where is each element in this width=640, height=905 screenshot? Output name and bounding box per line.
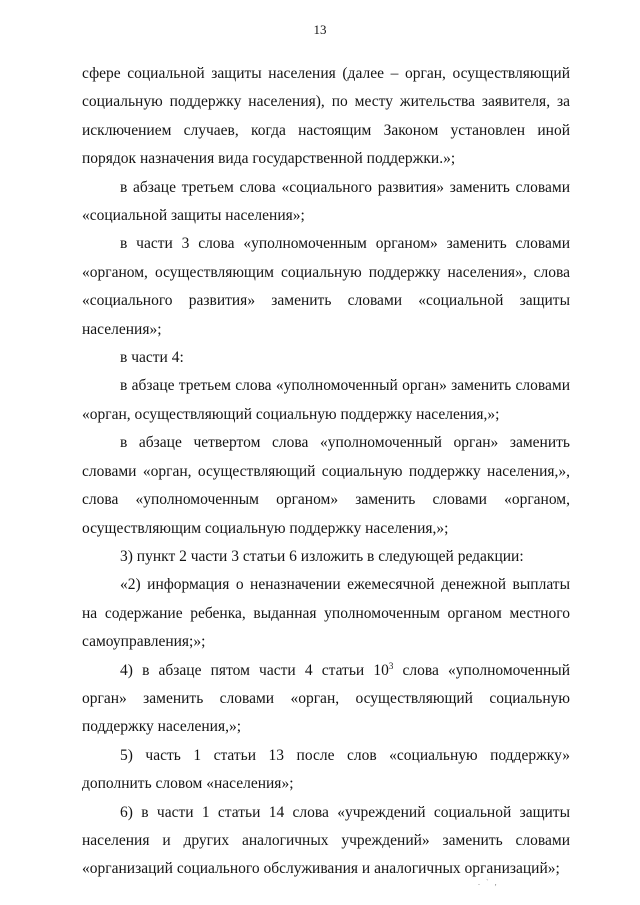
paragraph-text-after-superscript: слова «уполномоченный орган» заменить словами «орган, осуществляющий социальную поддержку населения,»; [82, 661, 570, 736]
paragraph-continuation: сфере социальной защиты населения (далее – орган, осуществляющий социальную поддержку населения), по месту жительства заявителя, за исключением случаев, когда настоящим Законом установлен иной порядок назначения вида государственной поддержки.»; [82, 65, 570, 168]
paragraph-item: в абзаце четвертом слова «уполномоченный орган» заменить словами «орган, осуществляющий социальную поддержку населения,», слова «уполномоченным органом» заменить словами «органом, осуществляющим социальную поддержку населения,»; [82, 434, 570, 537]
paragraph-item: 6) в части 1 статьи 14 слова «учреждений социальной защиты населения и других аналогичных учреждений» заменить словами «организаций социального обслуживания и аналогичных организаций»; [82, 803, 570, 878]
paragraph-item: 3) пункт 2 части 3 статьи 6 изложить в следующей редакции: [120, 547, 524, 565]
page-number: 13 [313, 22, 327, 37]
scan-speck-marks: . ` , [478, 878, 499, 887]
paragraph-item: 5) часть 1 статьи 13 после слов «социальную поддержку» дополнить словом «населения»; [82, 746, 570, 793]
paragraph-text-before-superscript: 4) в абзаце пятом части 4 статьи 10 [120, 661, 389, 679]
paragraph-item: в части 4: [120, 349, 184, 367]
paragraph-item: в части 3 слова «уполномоченным органом» заменить словами «органом, осуществляющим социальную поддержку населения», слова «социального развития» заменить словами «социальной защиты населения»; [82, 235, 570, 338]
paragraph-item: в абзаце третьем слова «уполномоченный орган» заменить словами «орган, осуществляющий социальную поддержку населения,»; [82, 377, 570, 423]
document-body [82, 60, 570, 884]
paragraph-item: в абзаце третьем слова «социального развития» заменить словами «социальной защиты населения»; [82, 178, 570, 225]
paragraph-item-with-superscript [82, 657, 570, 742]
paragraph-item: «2) информация о неназначении ежемесячной денежной выплаты на содержание ребенка, выданная уполномоченным органом местного самоуправления;»; [82, 576, 570, 651]
article-superscript: 3 [388, 660, 394, 671]
